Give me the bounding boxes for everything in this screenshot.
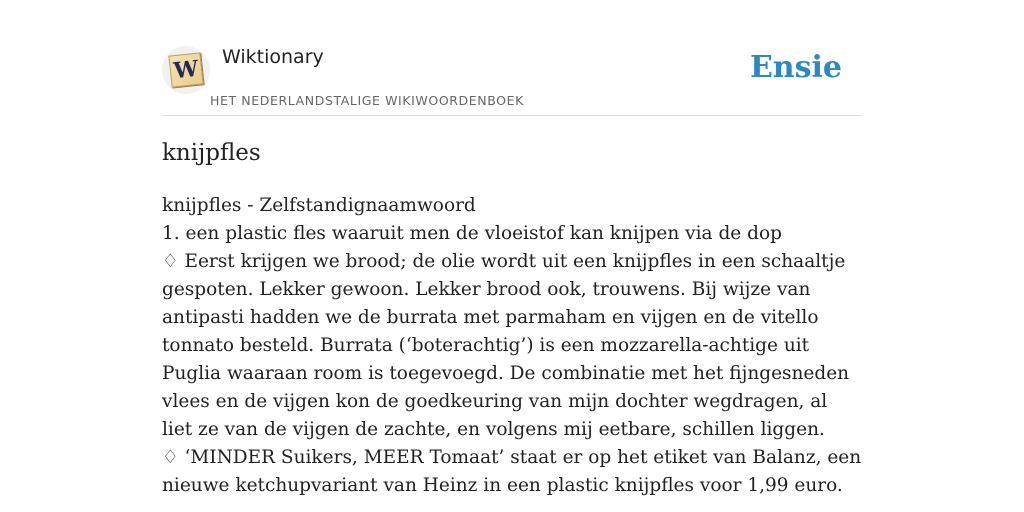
entry-content (162, 192, 862, 500)
example-sentence: ♢ Eerst krijgen we brood; de olie wordt uit een knijpfles in een schaaltje gespoten. Lekker gewoon. Lekker brood ook, trouwens. Bij wijze van antipasti hadden we de burrata met parmaham en vijgen en de vitello tonnato besteld. Burrata (‘boterachtig’) is een mozzarella-achtige uit Puglia waaraan room is toegevoegd. De combinatie met het fijngesneden vlees en de vijgen kon de goedkeuring van mijn dochter wegdragen, al liet ze van de vijgen de zachte, en volgens mij eetbare, schillen liggen. (162, 251, 850, 440)
ensie-brand-logo[interactable]: Ensie (749, 50, 842, 85)
wiktionary-logo-icon (168, 52, 203, 87)
site-header (162, 0, 862, 116)
logo-letter: W (172, 55, 200, 85)
wiktionary-logo[interactable] (162, 46, 210, 94)
part-of-speech-line: knijpfles - Zelfstandignaamwoord (162, 195, 476, 216)
site-subtitle: HET NEDERLANDSTALIGE WIKIWOORDENBOEK (210, 93, 524, 108)
page (162, 0, 862, 512)
site-title[interactable]: Wiktionary (222, 46, 324, 68)
page-title: knijpfles (162, 140, 261, 166)
definition: 1. een plastic fles waaruit men de vloeistof kan knijpen via de dop (162, 223, 782, 244)
example-sentence: ♢ ‘MINDER Suikers, MEER Tomaat’ staat er op het etiket van Balanz, een nieuwe ketchupvariant van Heinz in een plastic knijpfles voor 1,99 euro. (162, 447, 862, 496)
